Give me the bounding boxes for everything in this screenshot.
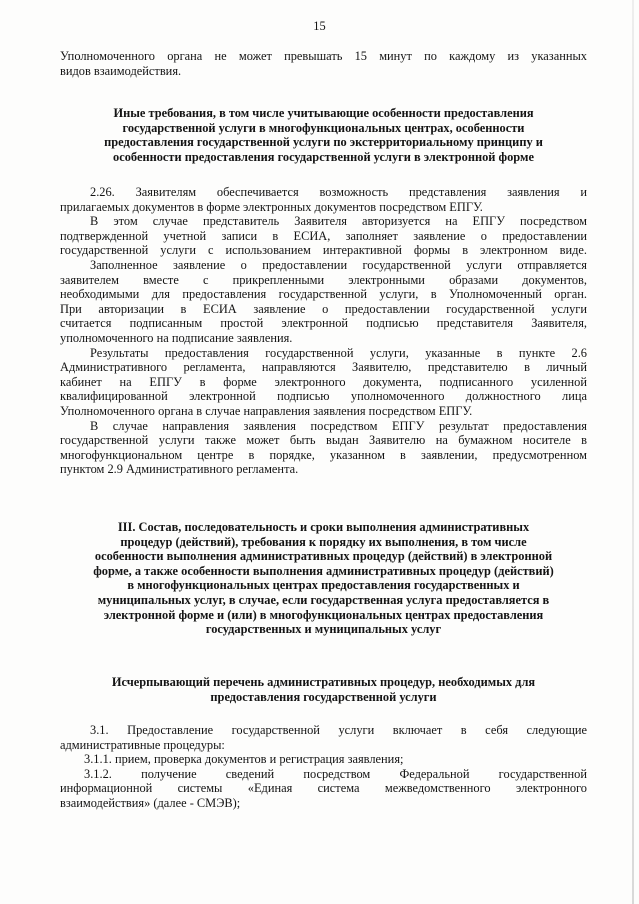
heading-line: в многофункциональных центрах предоставления государственных и: [127, 578, 520, 593]
text-line: В случае направления заявления посредством ЕПГУ результат предоставления: [90, 418, 587, 433]
heading-line: форме, а также особенности выполнения административных процедур (действий): [93, 563, 554, 578]
heading-line: процедур (действий), требования к порядку их выполнения, в том числе: [120, 534, 527, 549]
intro-paragraph: [60, 49, 587, 78]
text-line: подтвержденной учетной записи в ЕСИА, заполняет заявление о предоставлении: [60, 228, 587, 243]
text-line: Уполномоченного органа не может превышать 15 минут по каждому из указанных: [60, 49, 587, 63]
text-line: необходимыми для предоставления государственной услуги, в Уполномоченный орган.: [60, 287, 587, 302]
text-line: административные процедуры:: [60, 737, 225, 752]
text-line: 3.1.2. получение сведений посредством Федеральной государственной: [84, 766, 587, 781]
text-line: пунктом 2.9 Административного регламента.: [60, 462, 299, 477]
paragraph-3-1: [60, 723, 587, 811]
text-line: уполномоченного на подписание заявления.: [60, 330, 293, 345]
page-number: 15: [313, 19, 326, 33]
text-line: видов взаимодействия.: [60, 63, 182, 78]
text-line: Административного регламента, направляются Заявителю, представителю в личный: [60, 360, 587, 375]
text-line: считается подписанным простой электронной подписью представителя Заявителя,: [60, 316, 587, 331]
text-line: государственной услуги с использованием интерактивной формы в электронном виде.: [60, 243, 587, 258]
text-line: При авторизации в ЕСИА заявление о предоставлении государственной услуги: [60, 301, 587, 316]
section-heading-other-requirements: [60, 106, 587, 164]
text-line: прилагаемых документов в форме электронных документов посредством ЕПГУ.: [60, 199, 483, 214]
text-line: взаимодействия» (далее - СМЭВ);: [60, 795, 241, 810]
text-line: 2.26. Заявителям обеспечивается возможность представления заявления и: [90, 185, 587, 199]
heading-line: муниципальных услуг, в случае, если государственная услуга предоставляется в: [97, 592, 550, 607]
heading-line: особенности предоставления государственной услуги в электронной форме: [113, 149, 534, 164]
heading-line: предоставления государственной услуги: [210, 689, 437, 704]
text-line: Результаты предоставления государственной услуги, указанные в пункте 2.6: [90, 345, 587, 360]
text-line: многофункциональном центре в порядке, указанном в заявлении, предусмотренном: [60, 447, 587, 462]
text-line: Уполномоченного органа в случае направления заявления посредством ЕПГУ.: [60, 403, 473, 418]
text-line: кабинет на ЕПГУ в форме электронного документа, подписанного усиленной: [60, 374, 587, 389]
text-line: квалифицированной электронной подписью уполномоченного должностного лица: [60, 389, 587, 404]
text-line: 3.1. Предоставление государственной услуги включает в себя следующие: [90, 723, 587, 737]
text-line: информационной системы «Единая система межведомственного электронного: [60, 781, 587, 796]
text-line: Заполненное заявление о предоставлении государственной услуги отправляется: [90, 257, 587, 272]
heading-line: Исчерпывающий перечень административных процедур, необходимых для: [111, 675, 536, 689]
heading-line: особенности выполнения административных процедур (действий) в электронной: [94, 549, 553, 564]
heading-line: государственных и муниципальных услуг: [205, 622, 442, 637]
subsection-heading-procedures: [60, 675, 587, 704]
section-heading-iii: [60, 520, 587, 637]
heading-line: предоставления государственной услуги по экстерриториальному принципу и: [104, 135, 543, 150]
heading-line: электронной форме и (или) в многофункциональных центрах предоставления: [103, 607, 544, 622]
paragraph-2-26: [60, 185, 587, 477]
text-line: В этом случае представитель Заявителя авторизуется на ЕПГУ посредством: [90, 214, 587, 229]
text-line: 3.1.1. прием, проверка документов и регистрация заявления;: [84, 752, 404, 767]
scan-edge: [632, 0, 634, 904]
heading-line: Иные требования, в том числе учитывающие особенности предоставления: [113, 106, 534, 120]
text-line: государственной услуги также может быть выдан Заявителю на бумажном носителе в: [60, 433, 587, 448]
heading-line: III. Состав, последовательность и сроки выполнения административных: [117, 520, 530, 534]
heading-line: государственной услуги в многофункциональных центрах, особенности: [122, 120, 525, 135]
text-line: заявителем вместе с прикрепленными электронными образами документов,: [60, 272, 587, 287]
